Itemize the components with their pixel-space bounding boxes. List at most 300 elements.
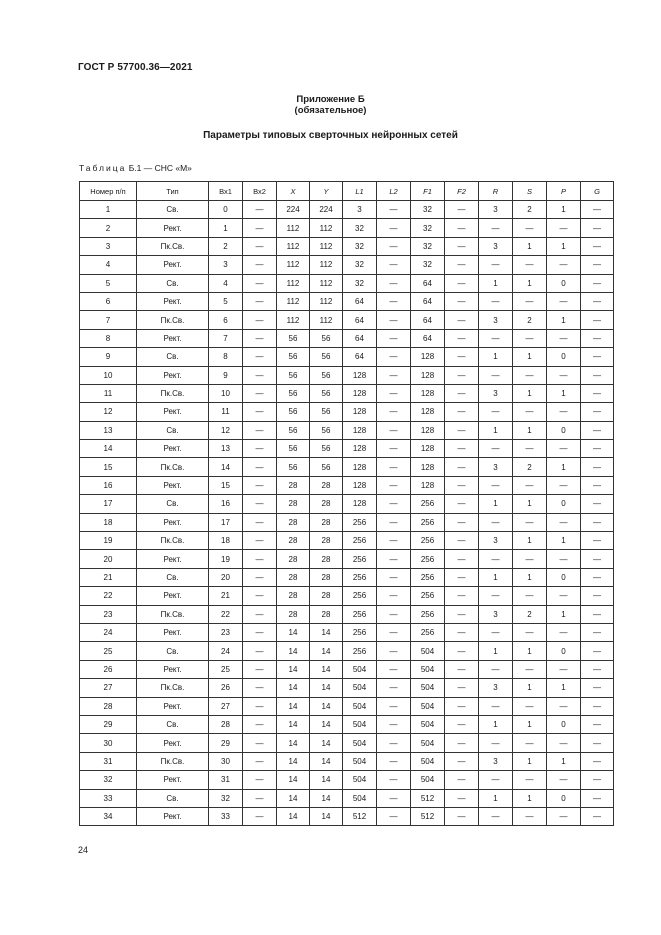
table-cell: — [513,623,547,641]
table-cell: 14 [310,715,343,733]
table-cell: — [581,771,614,789]
table-cell: — [243,384,277,402]
table-cell: — [581,348,614,366]
table-cell: — [445,201,479,219]
table-cell: 1 [547,237,581,255]
table-cell: 128 [343,476,377,494]
column-header: Вх2 [243,182,277,201]
table-cell: — [445,605,479,623]
table-cell: — [547,329,581,347]
table-cell: Рект. [137,476,209,494]
table-cell: — [513,587,547,605]
table-cell: 1 [209,219,243,237]
table-cell: 128 [343,440,377,458]
table-cell: — [581,476,614,494]
table-cell: 224 [277,201,310,219]
table-cell: 56 [277,421,310,439]
table-row [80,458,614,476]
table-row [80,752,614,770]
table-cell: 1 [513,495,547,513]
table-cell: 32 [343,219,377,237]
table-cell: — [581,495,614,513]
table-cell: — [243,660,277,678]
table-cell: 1 [513,642,547,660]
table-cell: — [377,495,411,513]
table-cell: 56 [310,384,343,402]
table-cell: 1 [479,274,513,292]
table-cell: — [547,292,581,310]
table-cell: 30 [80,734,137,752]
table-cell: 0 [547,715,581,733]
table-row [80,568,614,586]
table-cell: 112 [277,256,310,274]
table-cell: 1 [513,568,547,586]
table-caption-word: Таблица [79,163,127,173]
table-cell: — [445,771,479,789]
table-cell: — [243,421,277,439]
table-cell: — [479,550,513,568]
table-row [80,329,614,347]
table-cell: 32 [411,219,445,237]
table-cell: — [581,679,614,697]
table-cell: — [479,440,513,458]
table-cell: 2 [209,237,243,255]
table-cell: 10 [80,366,137,384]
table-cell: — [513,329,547,347]
table-cell: — [377,660,411,678]
table-row [80,403,614,421]
table-cell: — [243,440,277,458]
table-cell: 3 [479,384,513,402]
table-cell: 112 [310,292,343,310]
table-cell: Рект. [137,440,209,458]
table-cell: — [243,292,277,310]
table-cell: 32 [411,201,445,219]
table-cell: — [243,274,277,292]
table-cell: 504 [411,734,445,752]
table-cell: — [479,623,513,641]
table-cell: 1 [513,715,547,733]
table-cell: — [479,476,513,494]
table-cell: 1 [513,274,547,292]
table-cell: — [445,660,479,678]
table-cell: — [377,348,411,366]
column-header: G [581,182,614,201]
table-cell: — [581,623,614,641]
table-row [80,679,614,697]
table-cell: Рект. [137,587,209,605]
column-header: F2 [445,182,479,201]
table-cell: — [377,440,411,458]
table-cell: 504 [343,697,377,715]
table-cell: — [377,292,411,310]
table-cell: 256 [411,568,445,586]
table-cell: Пк.Св. [137,532,209,550]
table-row [80,440,614,458]
table-cell: 1 [479,715,513,733]
table-cell: 6 [80,292,137,310]
table-cell: 1 [513,532,547,550]
table-cell: 1 [479,568,513,586]
table-cell: — [581,403,614,421]
table-row [80,605,614,623]
table-cell: 56 [277,458,310,476]
table-cell: 3 [479,532,513,550]
table-cell: 32 [209,789,243,807]
table-cell: — [513,660,547,678]
table-cell: 32 [411,237,445,255]
appendix-title: Приложение Б [296,94,365,105]
table-row [80,550,614,568]
table-cell: Св. [137,421,209,439]
table-cell: Св. [137,495,209,513]
table-cell: 28 [310,495,343,513]
table-header [80,182,614,201]
table-cell: Пк.Св. [137,384,209,402]
table-cell: 23 [80,605,137,623]
table-caption [79,163,192,173]
table-cell: 1 [547,201,581,219]
table-cell: 256 [411,532,445,550]
table-cell: 24 [209,642,243,660]
table-cell: 17 [80,495,137,513]
table-cell: — [513,771,547,789]
table-cell: 1 [547,679,581,697]
table-cell: — [445,219,479,237]
table-cell: — [445,679,479,697]
table-cell: — [581,440,614,458]
table-cell: — [547,476,581,494]
table-cell: — [377,201,411,219]
table-cell: 14 [209,458,243,476]
table-cell: 11 [80,384,137,402]
table-cell: 128 [411,440,445,458]
table-cell: 56 [277,384,310,402]
table-cell: 1 [513,384,547,402]
table-cell: — [581,292,614,310]
column-header: X [277,182,310,201]
table-cell: Рект. [137,660,209,678]
table-cell: 64 [343,329,377,347]
table-cell: — [547,219,581,237]
table-cell: — [445,458,479,476]
table-cell: — [513,440,547,458]
table-cell: 14 [310,807,343,825]
table-cell: Пк.Св. [137,605,209,623]
table-cell: — [547,587,581,605]
table-cell: 56 [310,421,343,439]
table-cell: 3 [479,458,513,476]
table-cell: — [581,807,614,825]
table-cell: 22 [209,605,243,623]
table-cell: — [243,587,277,605]
table-row [80,384,614,402]
table-cell: 28 [310,587,343,605]
table-cell: — [243,679,277,697]
table-cell: — [377,642,411,660]
table-cell: 256 [411,513,445,531]
table-cell: — [243,458,277,476]
table-cell: 504 [411,660,445,678]
table-cell: 28 [310,532,343,550]
table-cell: — [243,311,277,329]
table-cell: 56 [310,458,343,476]
table-cell: — [243,237,277,255]
table-cell: 112 [310,256,343,274]
table-cell: 112 [277,219,310,237]
table-cell: — [377,789,411,807]
table-cell: 2 [80,219,137,237]
table-cell: 504 [343,734,377,752]
table-cell: Св. [137,348,209,366]
table-cell: — [513,476,547,494]
table-cell: 128 [411,421,445,439]
table-cell: Св. [137,274,209,292]
table-cell: 512 [343,807,377,825]
table-cell: 27 [209,697,243,715]
table-cell: — [243,329,277,347]
table-cell: Рект. [137,734,209,752]
table-cell: 128 [343,366,377,384]
table-cell: 14 [310,697,343,715]
table-cell: 18 [209,532,243,550]
table-cell: — [377,384,411,402]
table-cell: 26 [209,679,243,697]
table-cell: 5 [209,292,243,310]
table-cell: — [581,311,614,329]
table-cell: 33 [209,807,243,825]
table-cell: — [445,752,479,770]
table-cell: — [581,568,614,586]
table-cell: 5 [80,274,137,292]
table-cell: — [445,366,479,384]
table-cell: — [581,513,614,531]
appendix-subtitle: (обязательное) [294,105,367,116]
table-cell: 128 [343,403,377,421]
column-header: R [479,182,513,201]
table-cell: — [479,771,513,789]
table-cell: 256 [343,532,377,550]
table-cell: — [513,697,547,715]
table-cell: — [547,771,581,789]
table-cell: Св. [137,789,209,807]
table-cell: 14 [310,623,343,641]
table-cell: Рект. [137,697,209,715]
table-cell: 504 [343,789,377,807]
table-cell: — [243,623,277,641]
table-cell: — [547,734,581,752]
table-cell: 2 [513,605,547,623]
table-cell: — [581,421,614,439]
table-cell: 14 [277,697,310,715]
table-cell: — [513,219,547,237]
table-cell: 1 [547,532,581,550]
table-cell: 23 [209,623,243,641]
table-cell: 4 [209,274,243,292]
table-cell: 14 [277,734,310,752]
table-cell: — [581,734,614,752]
table-cell: 64 [411,274,445,292]
table-cell: 28 [310,550,343,568]
table-cell: — [377,734,411,752]
table-cell: 14 [80,440,137,458]
table-cell: — [377,237,411,255]
table-cell: 32 [80,771,137,789]
table-cell: 28 [277,476,310,494]
table-cell: 1 [513,789,547,807]
table-cell: 28 [277,568,310,586]
table-row [80,532,614,550]
table-cell: — [377,771,411,789]
table-cell: 20 [80,550,137,568]
table-cell: — [377,513,411,531]
table-cell: 256 [411,623,445,641]
table-cell: 21 [80,568,137,586]
table-cell: 128 [411,476,445,494]
table-cell: — [377,219,411,237]
table-cell: 17 [209,513,243,531]
table-cell: — [243,403,277,421]
table-cell: 56 [277,348,310,366]
table-cell: — [243,550,277,568]
table-cell: 128 [343,495,377,513]
table-cell: 2 [513,458,547,476]
table-row [80,642,614,660]
table-cell: 128 [411,348,445,366]
table-cell: — [547,807,581,825]
table-cell: 56 [277,403,310,421]
table-cell: — [547,697,581,715]
table-cell: — [377,311,411,329]
table-cell: — [445,734,479,752]
table-cell: 256 [411,605,445,623]
table-cell: — [581,697,614,715]
table-cell: — [581,329,614,347]
table-cell: 28 [80,697,137,715]
table-cell: 0 [547,495,581,513]
table-cell: 14 [310,752,343,770]
table-cell: — [581,201,614,219]
table-cell: 64 [411,329,445,347]
table-cell: 504 [411,697,445,715]
table-cell: — [479,734,513,752]
table-cell: 1 [547,458,581,476]
table-cell: 224 [310,201,343,219]
table-cell: Рект. [137,807,209,825]
section-title: Параметры типовых сверточных нейронных сетей [203,130,458,141]
table-cell: — [243,697,277,715]
table-cell: — [377,476,411,494]
table-cell: — [479,513,513,531]
table-cell: 20 [209,568,243,586]
table-cell: — [445,476,479,494]
table-cell: 1 [479,642,513,660]
table-cell: — [445,274,479,292]
table-cell: 14 [277,807,310,825]
table-cell: Св. [137,715,209,733]
table-cell: Пк.Св. [137,458,209,476]
table-cell: 1 [513,421,547,439]
table-cell: 28 [277,605,310,623]
table-cell: 1 [513,752,547,770]
table-cell: 15 [80,458,137,476]
table-cell: — [243,807,277,825]
table-cell: 14 [277,752,310,770]
table-row [80,421,614,439]
table-cell: — [479,329,513,347]
table-cell: 28 [277,587,310,605]
table-cell: 14 [310,789,343,807]
table-cell: 504 [343,715,377,733]
table-cell: — [243,642,277,660]
table-cell: 256 [343,568,377,586]
table-cell: — [513,550,547,568]
table-cell: 3 [343,201,377,219]
table-cell: — [243,734,277,752]
table-cell: — [243,789,277,807]
table-cell: — [547,623,581,641]
table-cell: 1 [479,421,513,439]
table-cell: — [445,237,479,255]
table-cell: — [513,256,547,274]
table-cell: — [479,219,513,237]
page-number: 24 [78,845,89,855]
table-cell: — [445,623,479,641]
table-cell: — [243,495,277,513]
table-cell: — [547,660,581,678]
table-row [80,366,614,384]
table-cell: Рект. [137,329,209,347]
table-cell: 1 [479,348,513,366]
table-cell: — [377,256,411,274]
table-cell: 9 [80,348,137,366]
table-cell: — [243,568,277,586]
table-cell: 512 [411,807,445,825]
table-cell: 64 [411,311,445,329]
table-cell: — [377,366,411,384]
table-cell: 0 [547,421,581,439]
column-header: Y [310,182,343,201]
table-cell: — [243,513,277,531]
table-cell: — [243,605,277,623]
column-header: F1 [411,182,445,201]
table-cell: 504 [411,771,445,789]
table-cell: 128 [343,421,377,439]
table-cell: — [547,256,581,274]
table-cell: — [243,532,277,550]
table-cell: 32 [411,256,445,274]
table-cell: — [445,587,479,605]
table-cell: 16 [80,476,137,494]
table-cell: 128 [411,403,445,421]
table-cell: 2 [513,201,547,219]
header-row [80,182,614,201]
table-cell: 504 [411,752,445,770]
table-row [80,807,614,825]
column-header: S [513,182,547,201]
column-header: L1 [343,182,377,201]
table-caption-label: Б.1 — СНС «М» [126,163,192,173]
table-cell: — [445,403,479,421]
table-cell: 33 [80,789,137,807]
table-cell: — [445,384,479,402]
table-cell: 14 [310,734,343,752]
table-cell: 26 [80,660,137,678]
table-cell: 1 [547,752,581,770]
table-cell: 512 [411,789,445,807]
table-cell: 28 [277,550,310,568]
table-cell: — [445,440,479,458]
